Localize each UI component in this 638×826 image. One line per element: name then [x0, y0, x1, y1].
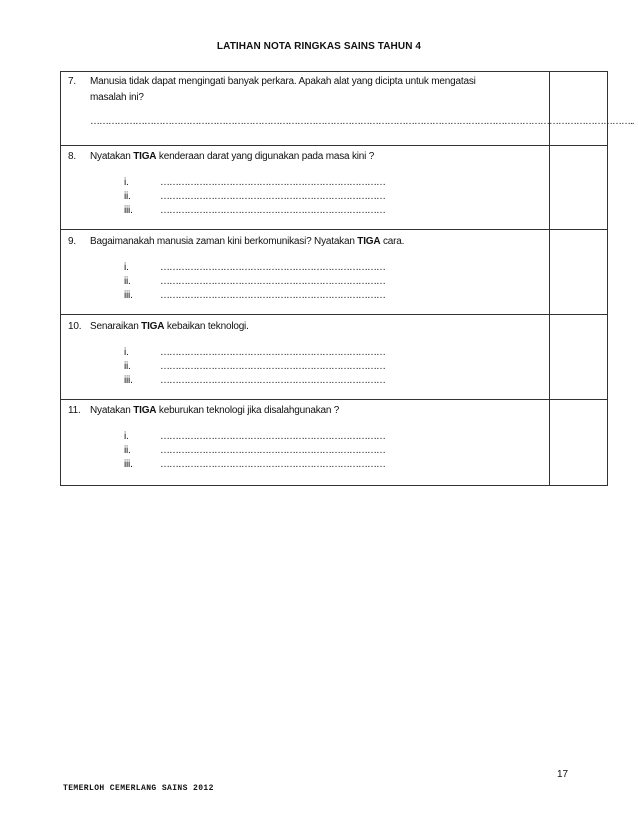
question-cell — [61, 230, 550, 315]
answer-row — [124, 459, 384, 471]
question-text: cara. — [380, 236, 405, 247]
marks-cell — [550, 315, 608, 400]
question-table — [60, 71, 634, 486]
question-text: Nyatakan — [90, 405, 134, 416]
answer-label: i. — [124, 431, 129, 442]
answer-row — [124, 445, 384, 457]
answer-line[interactable]: ………………………………………………………………… — [160, 347, 385, 358]
answer-label: ii. — [124, 445, 131, 456]
answer-line[interactable]: ………………………………………………………………… — [160, 191, 385, 202]
marks-cell — [550, 400, 608, 486]
question-text-bold: TIGA — [141, 321, 165, 332]
question-row-11 — [61, 400, 608, 486]
answer-label: iii. — [124, 290, 133, 301]
question-text: kebaikan teknologi. — [164, 321, 249, 332]
question-number: 8. — [68, 151, 76, 162]
answer-line[interactable]: ………………………………………………………………… — [160, 431, 385, 442]
question-text-continued: masalah ini? — [90, 92, 144, 103]
answer-label: i. — [124, 347, 129, 358]
marks-cell — [550, 230, 608, 315]
question-row-8 — [61, 146, 608, 230]
answer-line[interactable]: ………………………………………………………………… — [160, 361, 385, 372]
answer-label: ii. — [124, 191, 131, 202]
question-text: keburukan teknologi jika disalahgunakan ? — [156, 405, 340, 416]
question-cell — [61, 315, 550, 400]
page-title: LATIHAN NOTA RINGKAS SAINS TAHUN 4 — [216, 41, 422, 52]
question-text-bold: TIGA — [133, 151, 157, 162]
answer-row — [124, 276, 384, 288]
question-number: 11. — [68, 405, 81, 416]
answer-row — [124, 191, 384, 203]
answer-label: i. — [124, 262, 129, 273]
page-number: 17 — [557, 769, 569, 780]
answer-row — [124, 262, 384, 274]
question-row-9 — [61, 230, 608, 315]
question-text: kenderaan darat yang digunakan pada masa kini ? — [156, 151, 375, 162]
answer-label: iii. — [124, 375, 133, 386]
question-text: Manusia tidak dapat mengingati banyak perkara. Apakah alat yang dicipta untuk mengatasi — [90, 76, 476, 87]
answer-line[interactable]: ………………………………………………………………… — [160, 205, 385, 216]
question-row-10 — [61, 315, 608, 400]
answer-row — [124, 347, 384, 359]
answer-row — [124, 361, 384, 373]
answer-label: ii. — [124, 361, 131, 372]
answer-line[interactable]: ………………………………………………………………… — [160, 375, 385, 386]
marks-cell — [550, 72, 608, 146]
answer-line[interactable]: ………………………………………………………………… — [160, 276, 385, 287]
answer-row — [124, 290, 384, 302]
answer-row — [124, 431, 384, 443]
answer-row — [124, 375, 384, 387]
question-text-bold: TIGA — [133, 405, 157, 416]
marks-cell — [550, 146, 608, 230]
answer-row — [124, 177, 384, 189]
answer-label: ii. — [124, 276, 131, 287]
question-cell — [61, 400, 550, 486]
question-text: Bagaimanakah manusia zaman kini berkomunikasi? Nyatakan — [90, 236, 358, 247]
answer-line[interactable]: ………………………………………………………………… — [160, 290, 385, 301]
footer-text: TEMERLOH CEMERLANG SAINS 2012 — [63, 784, 214, 793]
question-row-7 — [61, 72, 608, 146]
question-text: Nyatakan — [90, 151, 134, 162]
answer-line[interactable]: ………………………………………………………………… — [160, 459, 385, 470]
answer-label: iii. — [124, 459, 133, 470]
answer-row — [124, 205, 384, 217]
answer-line[interactable]: ………………………………………………………………… — [160, 445, 385, 456]
question-number: 10. — [68, 321, 82, 332]
answer-line[interactable]: ………………………………………………………………… — [160, 177, 385, 188]
question-text-bold: TIGA — [357, 236, 381, 247]
answer-line[interactable]: ……………………………………………………………………………………………………………………………………………………………….. — [90, 116, 634, 127]
question-cell — [61, 146, 550, 230]
question-number: 9. — [68, 236, 76, 247]
question-number: 7. — [68, 76, 76, 87]
question-text: Senaraikan — [90, 321, 142, 332]
answer-label: i. — [124, 177, 129, 188]
question-cell — [61, 72, 634, 146]
answer-label: iii. — [124, 205, 133, 216]
answer-line[interactable]: ………………………………………………………………… — [160, 262, 385, 273]
